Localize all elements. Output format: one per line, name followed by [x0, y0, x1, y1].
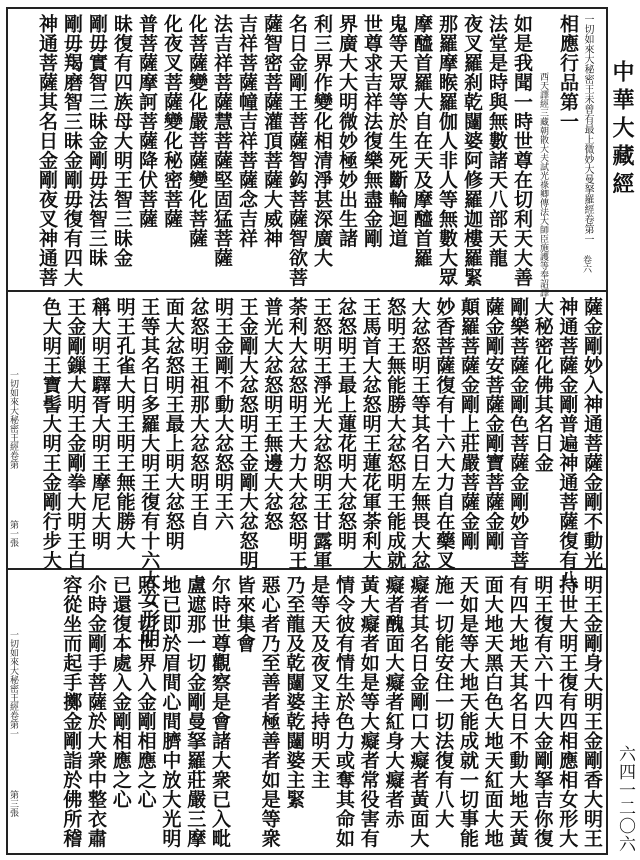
text-column: 吉祥菩薩幢吉祥菩薩念吉祥: [236, 14, 258, 248]
text-column: 名日金剛王菩薩智鈎菩薩智欲菩: [286, 14, 308, 287]
text-column: 王金剛大忿怒明王金剛大忿怒明: [236, 297, 259, 570]
text-column: 面大地天黑白色大地天紅面大地: [481, 575, 504, 848]
text-column: 施一切能安住一切法復有八大: [432, 575, 455, 829]
translator-line: 西天譯經三藏朝散大夫試光祿卿傳法大師臣施護等奉詔譯: [538, 72, 548, 297]
text-column: 昧復有四族母大明王智三昧金: [111, 14, 133, 268]
text-column: 那羅摩睺羅伽人非人等無數大眾: [436, 14, 458, 287]
text-column: 化菩薩變化嚴菩薩變化菩薩: [186, 14, 208, 248]
text-column: 化夜叉菩薩變化秘密菩薩: [161, 14, 183, 229]
text-column: 王等其名日多羅大明王復有十六大女形明: [138, 297, 161, 648]
text-column: 薩金剛妙入神通菩薩金剛不動光: [581, 297, 603, 570]
text-column: 鬼等天眾等於生死斷輪迴道: [386, 14, 408, 248]
page-number: 六四一二〇六: [615, 745, 635, 853]
text-column: 癡者其名日金剛口大癡者黃面大: [407, 575, 430, 848]
text-column: 色大明王寶髻大明王金剛行步大: [39, 297, 62, 570]
text-column: 荼利大忿怒明王大力大忿怒明王: [285, 297, 308, 570]
text-column: 大忿怒明王等其名日左無畏大忿: [408, 297, 431, 570]
text-column: 普菩薩摩訶菩薩降伏菩薩: [136, 14, 158, 229]
text-column: 利三界作變化相清淨甚深廣大: [311, 14, 333, 268]
text-column: 如是我聞一時世尊在切利天大善: [511, 14, 533, 287]
text-column: 持世大明王復有四相應相女形大: [556, 575, 579, 848]
text-column: 明王金剛身大明王金剛香大明王: [581, 575, 603, 848]
text-column: 王馬首大忿怒明王蓮花軍荼利大: [359, 297, 382, 570]
text-column: 有四大地天其名日不動大地天黃: [506, 575, 529, 848]
text-column: 薩金剛安菩薩金剛寶菩薩金剛: [482, 297, 505, 551]
section-header-sub: 第三張: [8, 790, 18, 817]
text-column: 面大忿怒明王最上明大忿怒明: [162, 297, 185, 551]
section-header-sub: 第一張: [8, 520, 18, 547]
text-column: 尔時世尊觀察是會諸大衆已入毗: [209, 575, 231, 848]
text-column: 稱大明王驛胥大明王摩尼大明: [89, 297, 111, 551]
text-column: 法堂是時與無數諸天八部天龍: [486, 14, 508, 268]
text-column: 是等天及夜叉主持明天主: [308, 575, 331, 790]
text-column: 忿怒明王最上蓮花明大忿怒明: [335, 297, 357, 551]
sutra-header-sub: 卷六: [581, 255, 591, 273]
text-column: 照一切世界入金剛相應之心: [134, 575, 157, 809]
text-column: 剛毋羯磨智三昧金剛毋復有四大: [61, 14, 83, 287]
text-column: 已還復本處入金剛相應之心: [109, 575, 132, 809]
text-column: 忿怒明王祖那大忿怒明王自: [187, 297, 210, 531]
sutra-header-code: 一切如來大秘密王未曾有最上微妙大曼拏羅經卷第一: [582, 14, 593, 244]
text-column: 怒明王無能勝大忿怒明王能成就: [384, 297, 407, 570]
text-column: 明王金剛不動大忿怒明王六: [212, 297, 234, 531]
text-column: 大秘密化佛其名日金: [531, 297, 554, 473]
text-column: 夜叉羅刹乾闥婆阿修羅迦樓羅緊: [461, 14, 483, 287]
text-column: 法吉祥菩薩慧菩薩堅固猛菩薩: [211, 14, 233, 268]
text-column: 妙香菩薩復有十六大力自在藥叉: [433, 297, 456, 570]
text-column: 尒時金剛手菩薩於大衆中整衣肅: [85, 575, 107, 848]
text-column: 黃大癡者如是等大癡者常役害有: [357, 575, 380, 848]
section-header-code: 一切如來大秘密王經卷第: [8, 370, 18, 469]
text-column: 薩智密菩薩灌頂菩薩大威神: [261, 14, 283, 248]
text-column: 容從坐而起手擲金剛詣於佛所稽: [60, 575, 83, 848]
text-column: 神通菩薩金剛普遍神通菩薩復有八: [556, 297, 579, 590]
text-column: 乃至龍及乾闥婆乾闥婆主緊: [283, 575, 306, 809]
section-header-code: 一切如來大秘密王經卷第一: [8, 630, 18, 738]
text-column: 剛樂菩薩金剛色菩薩金剛妙音菩: [507, 297, 530, 570]
text-column: 普光大忿怒明王無邊大忿怒: [261, 297, 284, 531]
text-column: 剛毋實智三昧金剛毋法智三昧: [86, 14, 108, 268]
text-column: 王怒明王淨光大忿怒明王甘露軍: [310, 297, 333, 570]
text-column: 摩醯首羅大自在天及摩醯首羅: [411, 14, 433, 268]
text-column: 皆來集會: [233, 575, 256, 653]
text-column: 世尊求吉祥法復樂無盡金剛: [361, 14, 383, 248]
text-column: 王金剛鏁大明王金剛拳大明王白: [64, 297, 87, 570]
text-column: 顛羅菩薩金剛上莊嚴菩薩金剛: [458, 297, 480, 551]
text-column: 情令彼有情生於色力或奪其命如: [333, 575, 355, 848]
text-column: 盧遮那一切金剛曼拏羅莊嚴三摩: [184, 575, 207, 848]
text-column: 界廣大大明微妙極妙出生諸: [336, 14, 358, 248]
text-column: 惡心者乃至善者極善者如是等衆: [258, 575, 281, 848]
text-column: 明王復有六十四大金剛拏吉你復: [531, 575, 554, 848]
text-column: 明王孔雀大明王明王無能勝大: [113, 297, 136, 551]
text-column: 天如是等大地天能成就一切事能: [457, 575, 479, 848]
section-divider-1: [6, 290, 608, 292]
collection-title: 中華大藏經: [609, 60, 635, 200]
text-column: 神通菩薩其名日金剛夜叉神通菩: [36, 14, 58, 287]
text-column: 癡者醜面大癡者紅身大癡者赤: [382, 575, 405, 829]
chapter-title: 相應行品第一: [557, 14, 579, 131]
text-column: 地已即於眉間心間臍中放大光明: [159, 575, 182, 848]
